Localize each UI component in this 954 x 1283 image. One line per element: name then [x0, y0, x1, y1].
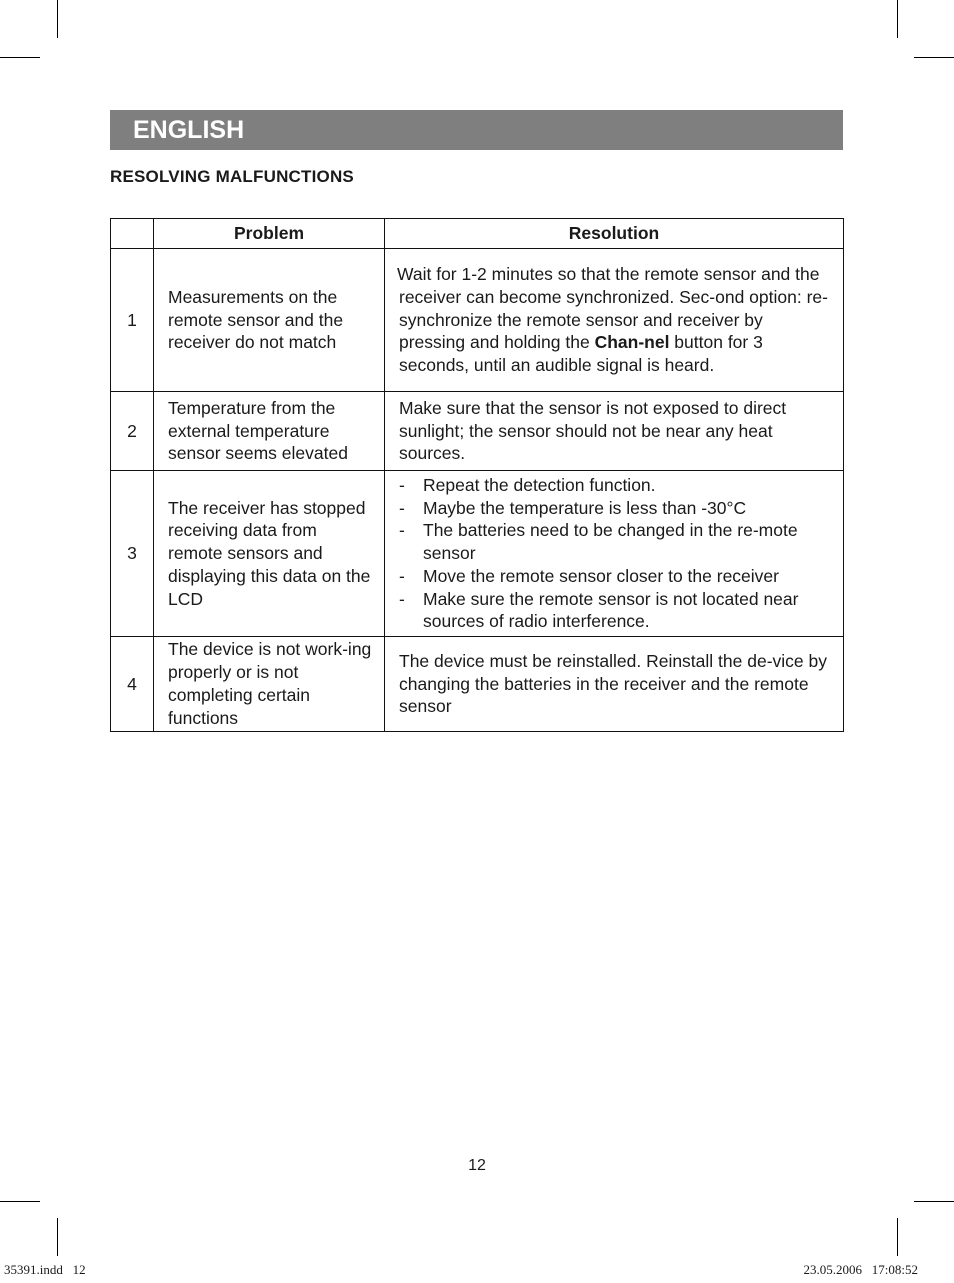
crop-mark — [897, 0, 898, 38]
crop-mark — [57, 1218, 58, 1256]
malfunctions-table — [110, 218, 844, 732]
table-row — [111, 471, 844, 637]
language-header: ENGLISH — [110, 110, 843, 150]
crop-mark — [0, 1201, 40, 1202]
resolution-list — [399, 474, 831, 634]
problem-cell: Temperature from the external temperature sensor seems elevated — [154, 392, 385, 471]
crop-mark — [0, 57, 40, 58]
resolution-text: button for 3 seconds, until an audible signal is heard. — [399, 332, 763, 376]
crop-mark — [914, 57, 954, 58]
file-slug: 35391.indd 12 — [4, 1262, 86, 1277]
list-item: - Repeat the detection function. — [399, 474, 831, 497]
problem-cell: The device is not work-ing properly or is not completing certain functions — [154, 637, 385, 732]
resolution-cell: Make sure that the sensor is not exposed to direct sunlight; the sensor should not be near any heat sources. — [385, 392, 844, 471]
header-number — [111, 219, 154, 249]
row-number: 2 — [111, 392, 154, 471]
table-header-row — [111, 219, 844, 249]
section-title: RESOLVING MALFUNCTIONS — [110, 167, 354, 186]
table-row — [111, 392, 844, 471]
row-number: 4 — [111, 637, 154, 732]
resolution-cell: The device must be reinstalled. Reinstall the de-vice by changing the batteries in the receiver and the remote sensor — [385, 637, 844, 732]
header-resolution: Resolution — [385, 219, 844, 249]
row-number: 3 — [111, 471, 154, 637]
list-item: - Make sure the remote sensor is not located near sources of radio interference. — [399, 588, 831, 634]
problem-cell: The receiver has stopped receiving data from remote sensors and displaying this data on the LCD — [154, 471, 385, 637]
resolution-cell — [385, 471, 844, 637]
table-row — [111, 249, 844, 392]
crop-mark — [57, 0, 58, 38]
resolution-cell — [385, 249, 844, 392]
print-date: 23.05.2006 17:08:52 — [803, 1262, 918, 1277]
table-row — [111, 637, 844, 732]
list-item: - Move the remote sensor closer to the receiver — [399, 565, 831, 588]
header-problem: Problem — [154, 219, 385, 249]
crop-mark — [897, 1218, 898, 1256]
list-item: - Maybe the temperature is less than -30°C — [399, 497, 831, 520]
problem-cell: Measurements on the remote sensor and the receiver do not match — [154, 249, 385, 392]
row-number: 1 — [111, 249, 154, 392]
channel-button-label: Chan-nel — [594, 332, 670, 353]
page-number: 12 — [468, 1157, 486, 1174]
crop-mark — [914, 1201, 954, 1202]
resolution-text: Wait for 1-2 minutes so that the remote sensor and the receiver can become synchronized. Sec-ond option: re-synchronize the remote sensor and receiver by pressing and holding the — [397, 264, 828, 353]
list-item: - The batteries need to be changed in the re-mote sensor — [399, 519, 831, 565]
